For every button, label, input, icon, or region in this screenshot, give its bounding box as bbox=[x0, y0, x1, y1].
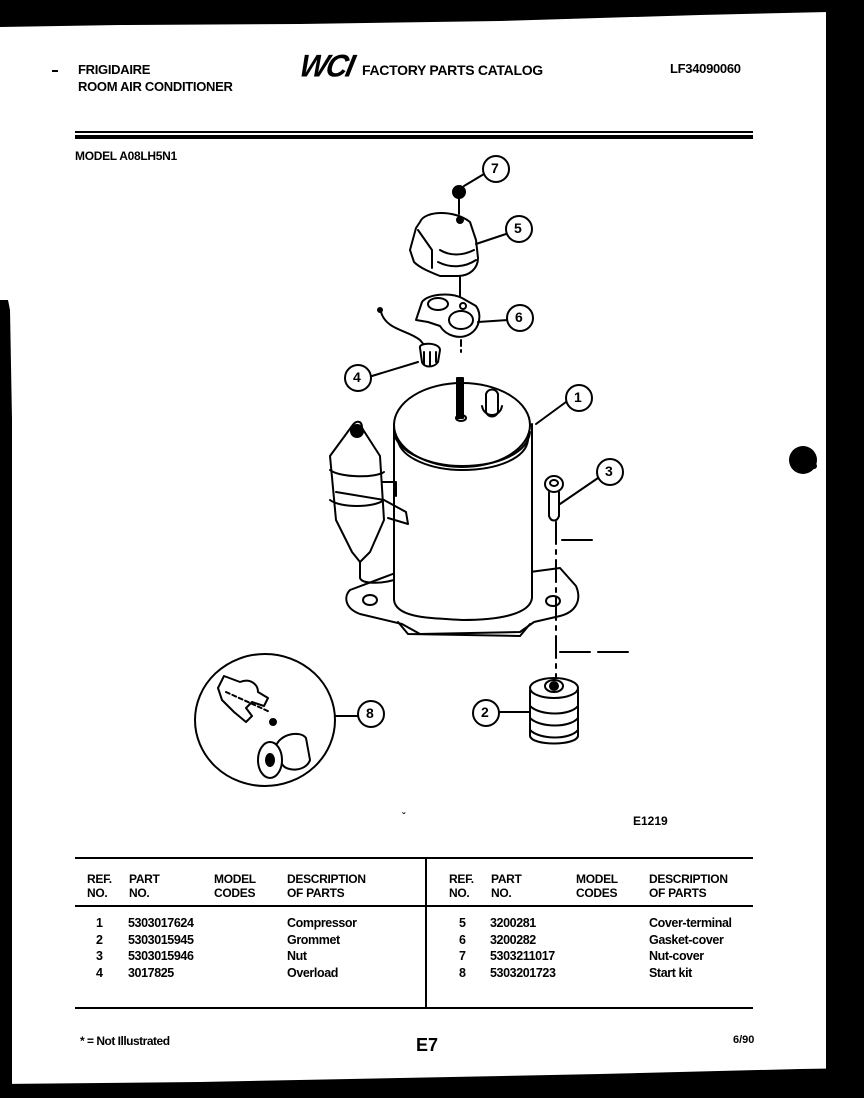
wci-logo: WCI bbox=[296, 49, 357, 84]
table-row: 3 bbox=[96, 949, 103, 963]
left-part-no-column: 5303017624 5303015945 5303015946 3017825 bbox=[128, 916, 194, 980]
callout-5: 5 bbox=[514, 220, 522, 236]
header-ref-no-right: REF. NO. bbox=[449, 872, 474, 900]
table-row: 4 bbox=[96, 965, 103, 980]
header-part-no-right: PART NO. bbox=[491, 872, 522, 900]
revision-date: 6/90 bbox=[733, 1034, 755, 1046]
table-center-divider bbox=[425, 858, 427, 1008]
table-row: 2 bbox=[96, 932, 103, 947]
brand-name: FRIGIDAIRE bbox=[78, 62, 151, 77]
right-part-no-column: 3200281 3200282 5303211017 5303201723 bbox=[490, 916, 556, 980]
callout-2: 2 bbox=[481, 704, 489, 720]
table-bottom-rule bbox=[75, 1007, 753, 1009]
table-header-rule bbox=[75, 905, 753, 907]
header-part-no: PART NO. bbox=[129, 872, 160, 900]
product-line: ROOM AIR CONDITIONER bbox=[78, 79, 233, 94]
not-illustrated-note: * = Not Illustrated bbox=[80, 1034, 170, 1048]
left-ref-column bbox=[96, 915, 103, 981]
scan-mark: ˇ bbox=[402, 812, 406, 823]
header-ref-no: REF. NO. bbox=[87, 872, 112, 900]
header-model-codes-right: MODEL CODES bbox=[576, 872, 618, 900]
right-description-column: Cover-terminal Gasket-cover Nut-cover Start kit bbox=[649, 916, 732, 980]
right-ref-column bbox=[459, 915, 466, 981]
callout-1: 1 bbox=[574, 389, 582, 405]
figure-id: E1219 bbox=[633, 814, 668, 828]
catalog-title: FACTORY PARTS CATALOG bbox=[362, 62, 543, 78]
callout-7: 7 bbox=[491, 160, 499, 176]
page-code: E7 bbox=[416, 1035, 439, 1055]
callout-3: 3 bbox=[605, 463, 613, 479]
header-model-codes: MODEL CODES bbox=[214, 872, 256, 900]
table-row: 7 bbox=[459, 949, 466, 963]
header-description: DESCRIPTION OF PARTS bbox=[287, 872, 366, 900]
model-label: MODEL A08LH5N1 bbox=[75, 149, 177, 163]
catalog-number: LF34090060 bbox=[670, 61, 741, 76]
table-row: 5 bbox=[459, 916, 466, 930]
callout-8: 8 bbox=[366, 705, 374, 721]
callout-4: 4 bbox=[353, 369, 361, 385]
table-row: 8 bbox=[459, 965, 466, 980]
table-top-rule bbox=[75, 857, 753, 859]
callout-6: 6 bbox=[515, 309, 523, 325]
table-row: 1 bbox=[96, 916, 103, 930]
header-description-right: DESCRIPTION OF PARTS bbox=[649, 872, 728, 900]
left-description-column: Compressor Grommet Nut Overload bbox=[287, 916, 357, 980]
table-row: 6 bbox=[459, 932, 466, 947]
